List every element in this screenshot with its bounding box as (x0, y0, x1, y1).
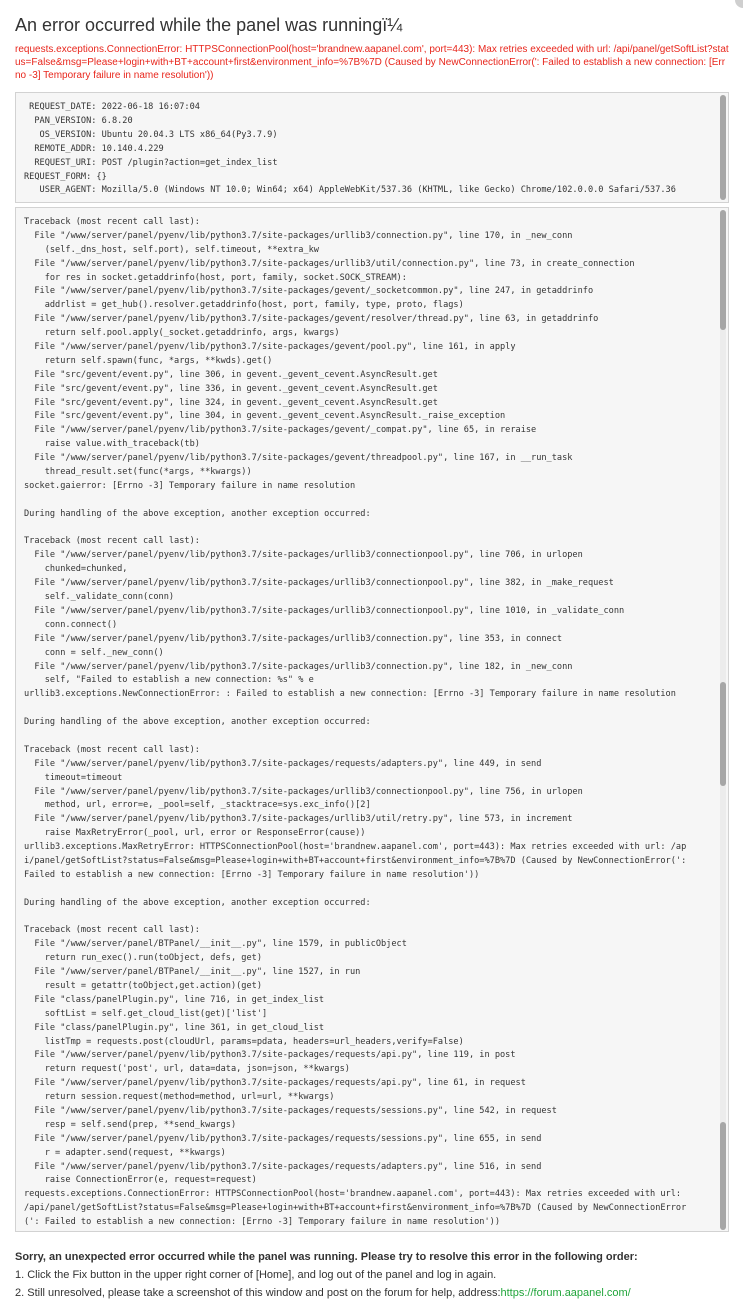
traceback-line: return run_exec().run(toObject, defs, get) (24, 953, 262, 964)
traceback-line: for res in socket.getaddrinfo(host, port, family, socket.SOCK_STREAM): (24, 272, 407, 283)
request-info-text (24, 101, 676, 198)
traceback-line: File "class/panelPlugin.py", line 716, in get_index_list (24, 994, 325, 1005)
traceback-line: timeout=timeout (24, 772, 123, 783)
traceback-line: conn.connect() (24, 619, 118, 630)
traceback-line: File "/www/server/panel/pyenv/lib/python3.7/site-packages/gevent/pool.py", line 161, in apply (24, 342, 516, 353)
traceback-line: File "/www/server/panel/pyenv/lib/python3.7/site-packages/gevent/_compat.py", line 65, in reraise (24, 425, 537, 436)
traceback-line (24, 522, 712, 536)
traceback-scroll-thumb-top[interactable] (720, 210, 726, 330)
traceback-line: r = adapter.send(request, **kwargs) (24, 1147, 226, 1158)
traceback-line: socket.gaierror: [Errno -3] Temporary failure in name resolution (24, 480, 356, 491)
traceback-line: self._validate_conn(conn) (24, 592, 175, 603)
traceback-line (24, 911, 712, 925)
traceback-line: Traceback (most recent call last): (24, 217, 200, 227)
traceback-line: chunked=chunked, (24, 564, 128, 575)
traceback-line: requests.exceptions.ConnectionError: HTTPSConnectionPool(host='brandnew.aapanel.com', port=443): Max retries exceeded with url: (24, 1189, 682, 1200)
traceback-scroll-thumb-mid[interactable] (720, 682, 726, 786)
traceback-line: resp = self.send(prep, **send_kwargs) (24, 1119, 237, 1130)
traceback-line: File "/www/server/panel/pyenv/lib/python3.7/site-packages/urllib3/util/connection.py", line 73, in create_connection (24, 258, 635, 269)
traceback-line (24, 730, 712, 744)
request-info-line: PAN_VERSION: 6.8.20 (24, 115, 133, 126)
traceback-line: During handling of the above exception, another exception occurred: (24, 897, 371, 908)
traceback-line: File "/www/server/panel/pyenv/lib/python3.7/site-packages/urllib3/connectionpool.py", line 382, in _make_request (24, 578, 614, 589)
traceback-line: During handling of the above exception, another exception occurred: (24, 508, 371, 519)
traceback-line: result = getattr(toObject,get.action)(get) (24, 980, 262, 991)
traceback-line (24, 883, 712, 897)
traceback-line: raise MaxRetryError(_pool, url, error or ResponseError(cause)) (24, 828, 366, 839)
traceback-box[interactable] (15, 207, 729, 1232)
guide-step-2 (15, 1284, 730, 1302)
guide-heading: Sorry, an unexpected error occurred while the panel was running. Please try to resolve this error in the following order: (15, 1251, 638, 1263)
traceback-line: File "src/gevent/event.py", line 336, in gevent._gevent_cevent.AsyncResult.get (24, 383, 438, 394)
request-info-line: REQUEST_URI: POST /plugin?action=get_index_list (24, 157, 278, 168)
traceback-line: File "/www/server/panel/pyenv/lib/python3.7/site-packages/urllib3/connection.py", line 182, in _new_conn (24, 661, 573, 672)
traceback-line: raise value.with_traceback(tb) (24, 439, 200, 450)
traceback-line: File "/www/server/panel/BTPanel/__init__.py", line 1579, in publicObject (24, 939, 407, 950)
traceback-line: Traceback (most recent call last): (24, 536, 200, 547)
traceback-line: Traceback (most recent call last): (24, 744, 200, 755)
traceback-line: i/panel/getSoftList?status=False&msg=Please+login+with+BT+account+first&environment_info=%7B%7D (Caused by NewConnectionError(': (24, 855, 687, 866)
traceback-line: File "/www/server/panel/pyenv/lib/python3.7/site-packages/gevent/threadpool.py", line 167, in __run_task (24, 453, 573, 464)
traceback-line: File "class/panelPlugin.py", line 361, in get_cloud_list (24, 1022, 325, 1033)
request-info-box[interactable] (15, 92, 729, 203)
traceback-line (24, 494, 712, 508)
traceback-line: thread_result.set(func(*args, **kwargs)) (24, 467, 252, 478)
forum-link[interactable]: https://forum.aapanel.com/ (500, 1287, 631, 1299)
traceback-line: File "/www/server/panel/pyenv/lib/python3.7/site-packages/requests/api.py", line 61, in request (24, 1078, 526, 1089)
traceback-line: addrlist = get_hub().resolver.getaddrinfo(host, port, family, type, proto, flags) (24, 300, 464, 311)
traceback-line: return self.spawn(func, *args, **kwds).get() (24, 355, 273, 366)
traceback-line: File "/www/server/panel/pyenv/lib/python3.7/site-packages/gevent/resolver/thread.py", line 63, in getaddrinfo (24, 314, 599, 325)
traceback-scrollbar[interactable] (720, 210, 726, 1229)
traceback-line: File "/www/server/panel/pyenv/lib/python3.7/site-packages/urllib3/connectionpool.py", line 1010, in _validate_conn (24, 605, 625, 616)
traceback-line: self, "Failed to establish a new connection: %s" % e (24, 675, 314, 686)
error-message: requests.exceptions.ConnectionError: HTTPSConnectionPool(host='brandnew.aapanel.com', port=443): Max retries exceeded with url: /api/panel/getSoftList?status=False&msg=Please+login+with+BT+account+first&environment_info=%7B%7D (Caused by NewConnectionError(': Failed to establish a new connection: [Errno -3] Temporary failure in name resolution')) (15, 44, 729, 81)
traceback-line: File "/www/server/panel/BTPanel/__init__.py", line 1527, in run (24, 967, 361, 978)
traceback-line: File "/www/server/panel/pyenv/lib/python3.7/site-packages/urllib3/connection.py", line 353, in connect (24, 633, 563, 644)
traceback-line: File "/www/server/panel/pyenv/lib/python3.7/site-packages/urllib3/connectionpool.py", line 756, in urlopen (24, 786, 583, 797)
traceback-line: File "src/gevent/event.py", line 304, in gevent._gevent_cevent.AsyncResult._raise_exception (24, 411, 506, 422)
traceback-line: File "/www/server/panel/pyenv/lib/python3.7/site-packages/requests/adapters.py", line 516, in send (24, 1161, 542, 1172)
traceback-line (24, 702, 712, 716)
request-info-line: REQUEST_FORM: {} (24, 171, 107, 182)
traceback-line: conn = self._new_conn() (24, 647, 164, 658)
request-info-scrollbar[interactable] (720, 95, 726, 200)
traceback-line: (self._dns_host, self.port), self.timeout, **extra_kw (24, 244, 319, 255)
traceback-line: File "/www/server/panel/pyenv/lib/python3.7/site-packages/urllib3/connectionpool.py", line 706, in urlopen (24, 550, 583, 561)
traceback-line: File "/www/server/panel/pyenv/lib/python3.7/site-packages/requests/api.py", line 119, in post (24, 1050, 516, 1061)
page-title: An error occurred while the panel was runningï¼ (15, 15, 403, 35)
traceback-line: listTmp = requests.post(cloudUrl, params=pdata, headers=url_headers,verify=False) (24, 1036, 464, 1047)
traceback-line: During handling of the above exception, another exception occurred: (24, 717, 371, 728)
help-guide (15, 1248, 730, 1302)
traceback-line: File "/www/server/panel/pyenv/lib/python3.7/site-packages/gevent/_socketcommon.py", line 247, in getaddrinfo (24, 286, 594, 297)
traceback-line: File "src/gevent/event.py", line 306, in gevent._gevent_cevent.AsyncResult.get (24, 369, 438, 380)
traceback-line: raise ConnectionError(e, request=request) (24, 1175, 257, 1186)
traceback-line: (': Failed to establish a new connection: [Errno -3] Temporary failure in name resolution')) (24, 1217, 500, 1228)
traceback-line: File "/www/server/panel/pyenv/lib/python3.7/site-packages/requests/sessions.py", line 542, in request (24, 1106, 557, 1116)
request-info-line: REQUEST_DATE: 2022-06-18 16:07:04 (24, 102, 200, 112)
request-info-line: USER_AGENT: Mozilla/5.0 (Windows NT 10.0; Win64; x64) AppleWebKit/537.36 (KHTML, like Gecko) Chrome/102.0.0.0 Safari/537.36 (24, 185, 676, 196)
traceback-line: File "src/gevent/event.py", line 324, in gevent._gevent_cevent.AsyncResult.get (24, 397, 438, 408)
window-corner (735, 0, 743, 8)
traceback-line: softList = self.get_cloud_list(get)['list'] (24, 1008, 268, 1019)
traceback-line: File "/www/server/panel/pyenv/lib/python3.7/site-packages/urllib3/connection.py", line 170, in _new_conn (24, 230, 573, 241)
traceback-line: method, url, error=e, _pool=self, _stacktrace=sys.exc_info()[2] (24, 800, 371, 811)
request-info-line: REMOTE_ADDR: 10.140.4.229 (24, 143, 164, 154)
traceback-line: return self.pool.apply(_socket.getaddrinfo, args, kwargs) (24, 328, 340, 339)
traceback-line: urllib3.exceptions.MaxRetryError: HTTPSConnectionPool(host='brandnew.aapanel.com', port=443): Max retries exceeded with url: /ap (24, 842, 687, 853)
traceback-line: /api/panel/getSoftList?status=False&msg=Please+login+with+BT+account+first&environment_info=%7B%7D (Caused by NewConnectionError (24, 1203, 687, 1214)
traceback-line: Traceback (most recent call last): (24, 925, 200, 936)
traceback-text (24, 216, 712, 1230)
traceback-line: urllib3.exceptions.NewConnectionError: : Failed to establish a new connection: [Errno -3] Temporary failure in name resolution (24, 689, 676, 700)
traceback-line: return request('post', url, data=data, json=json, **kwargs) (24, 1064, 350, 1075)
request-info-scroll-thumb[interactable] (720, 95, 726, 200)
traceback-line: File "/www/server/panel/pyenv/lib/python3.7/site-packages/requests/adapters.py", line 449, in send (24, 758, 542, 769)
traceback-line: File "/www/server/panel/pyenv/lib/python3.7/site-packages/requests/sessions.py", line 655, in send (24, 1133, 542, 1144)
traceback-line: return session.request(method=method, url=url, **kwargs) (24, 1092, 335, 1103)
guide-step-2-text: 2. Still unresolved, please take a screenshot of this window and post on the forum for help, address: (15, 1287, 501, 1299)
traceback-line: Failed to establish a new connection: [Errno -3] Temporary failure in name resolution')) (24, 869, 480, 880)
request-info-line: OS_VERSION: Ubuntu 20.04.3 LTS x86_64(Py3.7.9) (24, 129, 278, 140)
traceback-scroll-thumb-bottom[interactable] (720, 1122, 726, 1230)
traceback-line: File "/www/server/panel/pyenv/lib/python3.7/site-packages/urllib3/util/retry.py", line 573, in increment (24, 814, 573, 825)
guide-step-1: 1. Click the Fix button in the upper right corner of [Home], and log out of the panel and log in again. (15, 1269, 497, 1281)
